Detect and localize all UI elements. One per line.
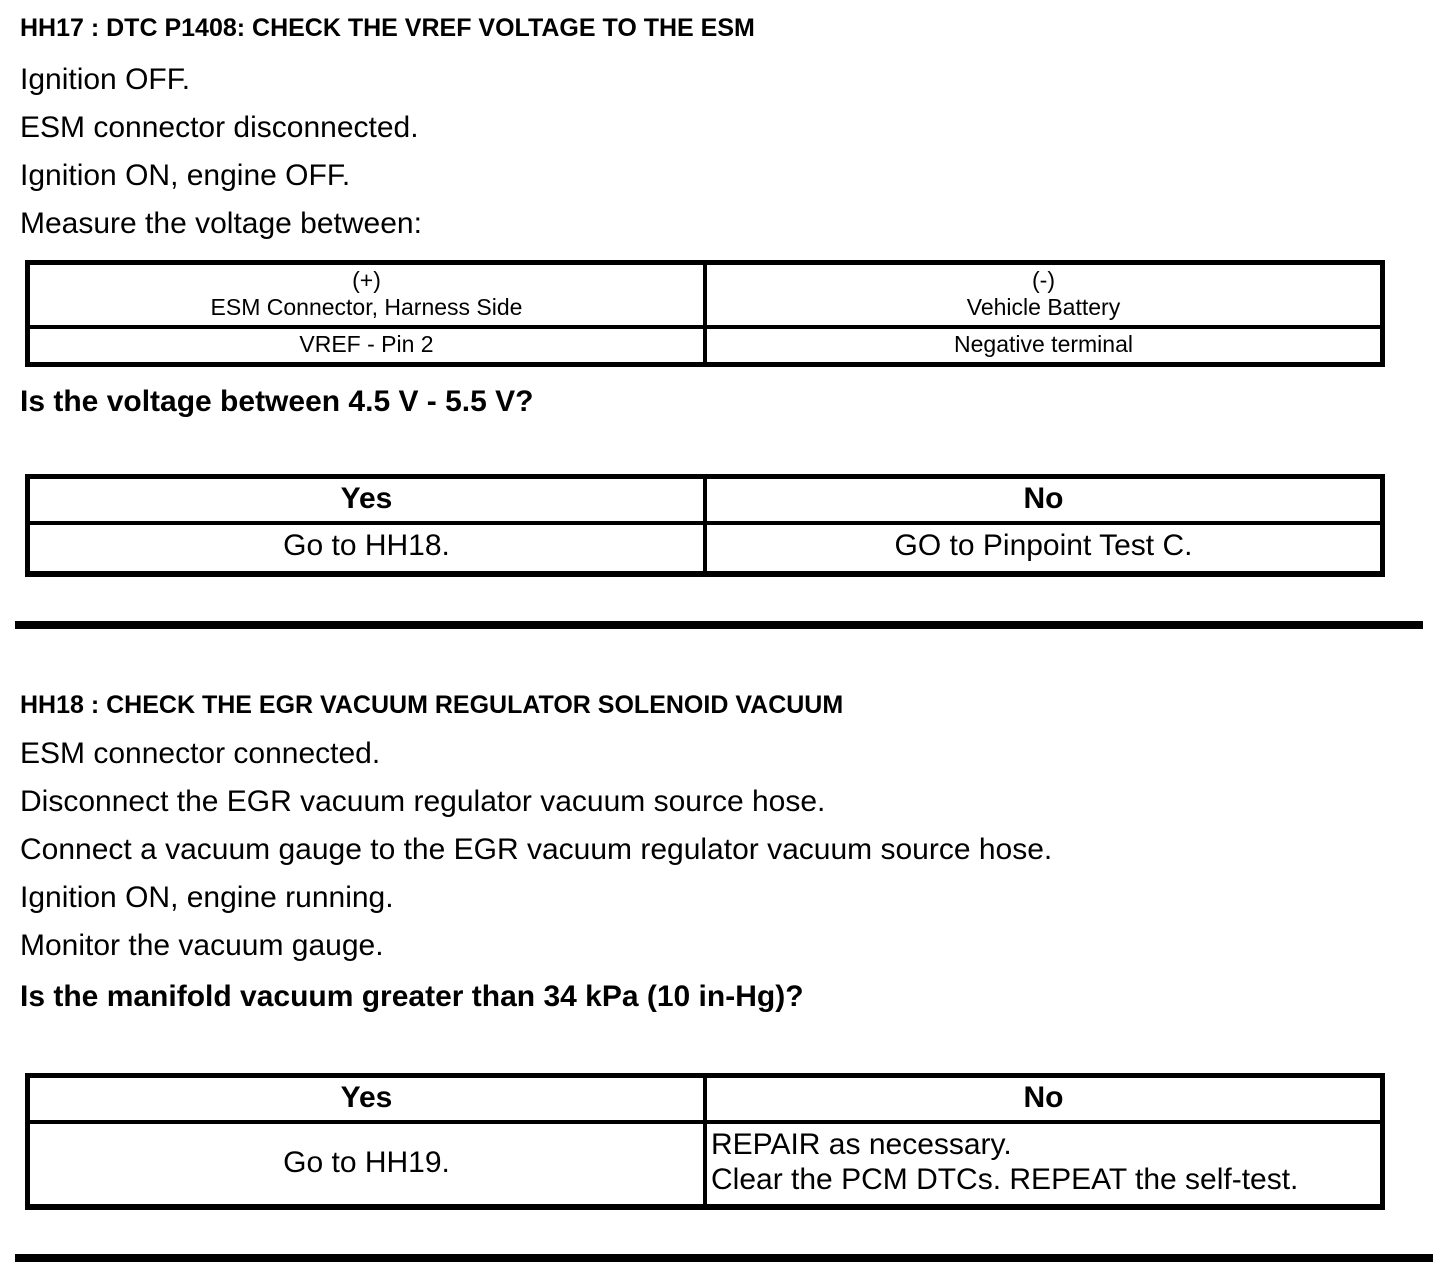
decision-action-row bbox=[28, 1122, 1383, 1207]
page-end-rule bbox=[15, 1254, 1433, 1262]
negative-lead-label: Vehicle Battery bbox=[966, 293, 1121, 320]
negative-lead-header-cell bbox=[705, 262, 1383, 327]
yes-action-cell: Go to HH18. bbox=[28, 523, 706, 574]
no-action-cell: GO to Pinpoint Test C. bbox=[705, 523, 1383, 574]
yes-action-cell: Go to HH19. bbox=[28, 1122, 706, 1207]
section-hh18-title: HH18 : CHECK THE EGR VACUUM REGULATOR SOLENOID VACUUM bbox=[20, 690, 844, 719]
question-text: Is the voltage between 4.5 V - 5.5 V? bbox=[20, 385, 534, 419]
step-text: Ignition ON, engine OFF. bbox=[20, 158, 351, 192]
section-hh17 bbox=[20, 14, 1440, 577]
step-text: Disconnect the EGR vacuum regulator vacuum source hose. bbox=[20, 785, 826, 819]
no-action-line: REPAIR as necessary. bbox=[711, 1128, 1012, 1162]
no-action-cell bbox=[705, 1122, 1383, 1207]
negative-sign-label: (-) bbox=[1032, 266, 1055, 293]
no-action-line: Clear the PCM DTCs. REPEAT the self-test. bbox=[711, 1162, 1299, 1196]
section-hh18 bbox=[20, 691, 1440, 1211]
step-text: ESM connector disconnected. bbox=[20, 110, 419, 144]
decision-action-row bbox=[28, 523, 1383, 574]
positive-sign-label: (+) bbox=[352, 266, 381, 293]
no-header-cell: No bbox=[705, 477, 1383, 524]
section-divider-rule bbox=[15, 621, 1423, 629]
question-text: Is the manifold vacuum greater than 34 kPa (10 in-Hg)? bbox=[20, 980, 804, 1014]
positive-lead-header-cell bbox=[28, 262, 706, 327]
yes-header-cell: Yes bbox=[28, 1076, 706, 1123]
decision-header-row bbox=[28, 477, 1383, 524]
positive-point-cell: VREF - Pin 2 bbox=[28, 327, 706, 365]
step-text: Monitor the vacuum gauge. bbox=[20, 929, 384, 963]
section-hh17-title: HH17 : DTC P1408: CHECK THE VREF VOLTAGE TO THE ESM bbox=[20, 14, 755, 42]
measure-table-data-row bbox=[28, 327, 1383, 365]
step-text: ESM connector connected. bbox=[20, 737, 381, 771]
positive-lead-label: ESM Connector, Harness Side bbox=[210, 293, 523, 320]
no-header-cell: No bbox=[705, 1076, 1383, 1123]
decision-header-row bbox=[28, 1076, 1383, 1123]
yes-header-cell: Yes bbox=[28, 477, 706, 524]
step-text: Measure the voltage between: bbox=[20, 206, 422, 240]
step-text: Ignition OFF. bbox=[20, 62, 191, 96]
step-text: Ignition ON, engine running. bbox=[20, 881, 394, 915]
decision-table-hh18 bbox=[25, 1073, 1385, 1210]
step-text: Connect a vacuum gauge to the EGR vacuum regulator vacuum source hose. bbox=[20, 833, 1053, 867]
decision-table-hh17 bbox=[25, 474, 1385, 577]
negative-point-cell: Negative terminal bbox=[705, 327, 1383, 365]
measure-table-header-row bbox=[28, 262, 1383, 327]
measure-points-table bbox=[25, 260, 1385, 367]
